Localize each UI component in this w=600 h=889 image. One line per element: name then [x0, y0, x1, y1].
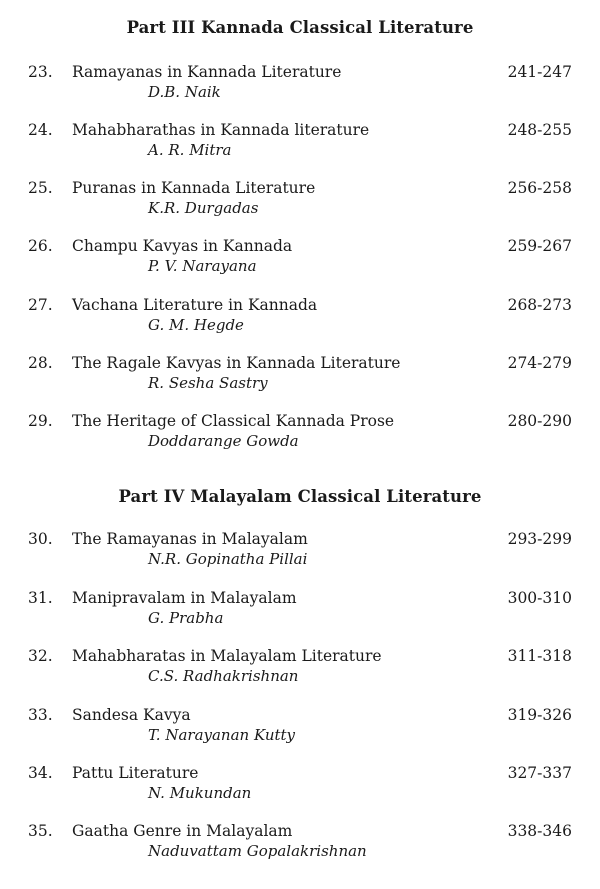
entry-author: D.B. Naik: [148, 83, 221, 101]
toc-entry: [0, 121, 600, 165]
entry-number: 31.: [28, 589, 53, 607]
entry-author: P. V. Narayana: [148, 257, 257, 275]
entry-number: 35.: [28, 822, 53, 840]
entry-title: Pattu Literature: [72, 764, 199, 782]
entry-title: The Heritage of Classical Kannada Prose: [72, 412, 395, 430]
entry-number: 33.: [28, 706, 53, 724]
entry-title: Sandesa Kavya: [72, 706, 191, 724]
toc-entry: [0, 589, 600, 633]
entry-number: 29.: [28, 412, 53, 430]
entry-number: 32.: [28, 647, 53, 665]
part-heading: Part IV Malayalam Classical Literature: [118, 487, 482, 506]
entry-author: R. Sesha Sastry: [148, 374, 268, 392]
entry-pages: 300-310: [507, 589, 572, 607]
entry-title: Champu Kavyas in Kannada: [72, 237, 293, 255]
entry-author: N.R. Gopinatha Pillai: [148, 550, 308, 568]
entry-author: T. Narayanan Kutty: [148, 726, 296, 744]
entry-title: Manipravalam in Malayalam: [72, 589, 297, 607]
toc-entry: [0, 63, 600, 107]
entry-pages: 256-258: [507, 179, 572, 197]
entry-number: 23.: [28, 63, 53, 81]
toc-entry: [0, 647, 600, 691]
entry-number: 26.: [28, 237, 53, 255]
entry-author: Doddarange Gowda: [148, 432, 299, 450]
entry-author: Naduvattam Gopalakrishnan: [148, 842, 367, 860]
toc-entry: [0, 179, 600, 223]
entry-pages: 274-279: [507, 354, 572, 372]
toc-entry: [0, 822, 600, 866]
toc-entry: [0, 412, 600, 456]
entry-author: C.S. Radhakrishnan: [148, 667, 299, 685]
entry-pages: 311-318: [507, 647, 572, 665]
toc-entry: [0, 706, 600, 750]
entry-title: The Ramayanas in Malayalam: [72, 530, 308, 548]
entry-pages: 280-290: [507, 412, 572, 430]
entry-title: Vachana Literature in Kannada: [72, 296, 318, 314]
entry-number: 30.: [28, 530, 53, 548]
toc-entry: [0, 764, 600, 808]
entry-title: The Ragale Kavyas in Kannada Literature: [72, 354, 401, 372]
entry-pages: 241-247: [507, 63, 572, 81]
entry-author: N. Mukundan: [148, 784, 252, 802]
entry-title: Puranas in Kannada Literature: [72, 179, 316, 197]
entry-title: Ramayanas in Kannada Literature: [72, 63, 342, 81]
entry-pages: 248-255: [507, 121, 572, 139]
entry-author: G. M. Hegde: [148, 316, 244, 334]
entry-number: 25.: [28, 179, 53, 197]
toc-entry: [0, 354, 600, 398]
toc-entry: [0, 530, 600, 574]
entry-title: Mahabharathas in Kannada literature: [72, 121, 370, 139]
entry-number: 24.: [28, 121, 53, 139]
entry-author: K.R. Durgadas: [148, 199, 259, 217]
toc-entry: [0, 237, 600, 281]
entry-pages: 327-337: [507, 764, 572, 782]
entry-pages: 319-326: [507, 706, 572, 724]
entry-number: 34.: [28, 764, 53, 782]
entry-pages: 293-299: [507, 530, 572, 548]
entry-pages: 268-273: [507, 296, 572, 314]
entry-number: 27.: [28, 296, 53, 314]
entry-author: A. R. Mitra: [148, 141, 232, 159]
entry-author: G. Prabha: [148, 609, 224, 627]
entry-number: 28.: [28, 354, 53, 372]
part-heading: Part III Kannada Classical Literature: [126, 18, 474, 37]
entry-title: Mahabharatas in Malayalam Literature: [72, 647, 382, 665]
entry-title: Gaatha Genre in Malayalam: [72, 822, 293, 840]
entry-pages: 338-346: [507, 822, 572, 840]
toc-entry: [0, 296, 600, 340]
entry-pages: 259-267: [507, 237, 572, 255]
